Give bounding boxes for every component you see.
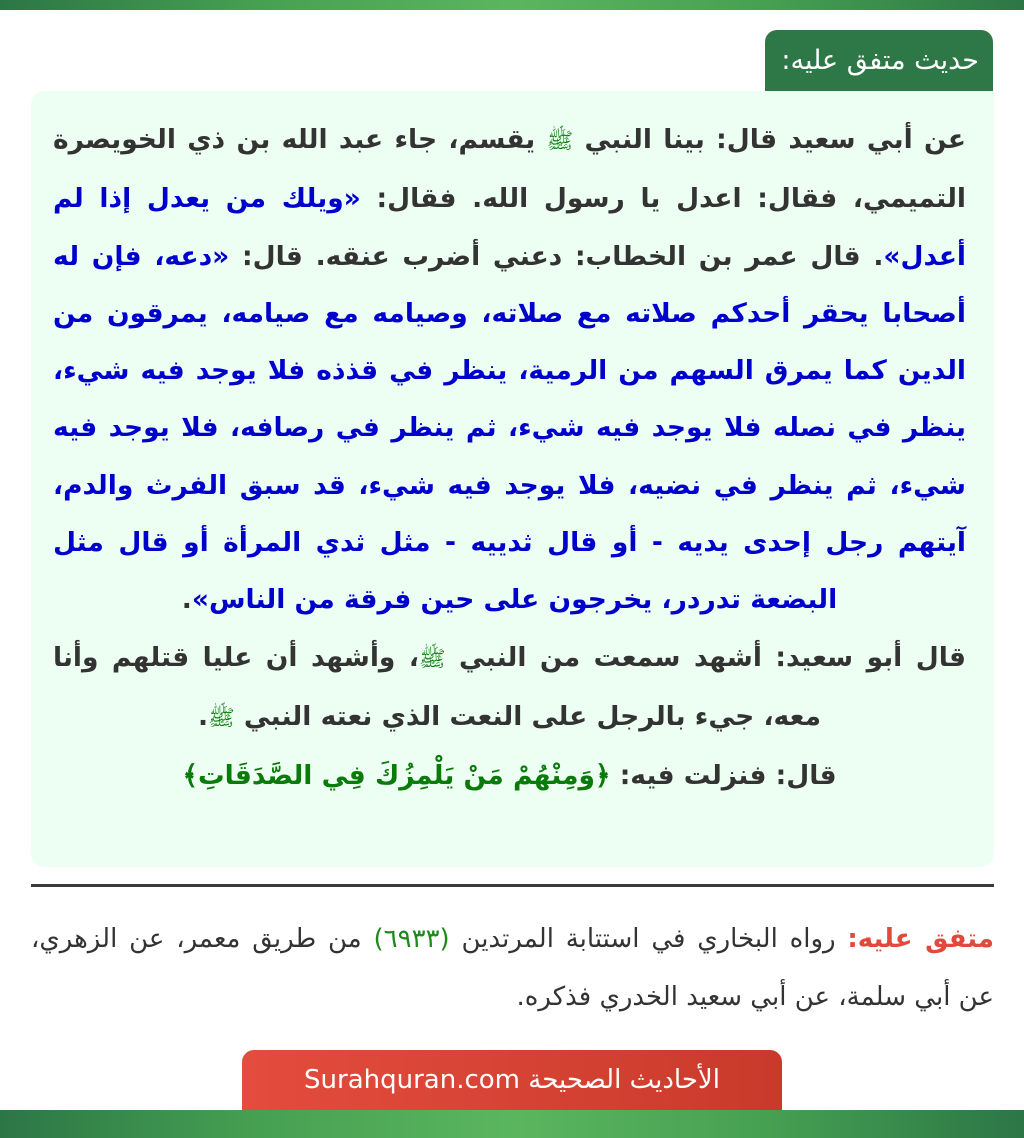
hadith-title-tab: حديث متفق عليه: xyxy=(765,30,993,91)
salutation-icon: ﷺ xyxy=(546,129,574,154)
quran-verse: ﴿وَمِنْهُمْ مَنْ يَلْمِزُكَ فِي الصَّدَقَاتِ﴾ xyxy=(182,760,611,792)
takhrij-text: رواه البخاري في استتابة المرتدين xyxy=(449,924,848,954)
narration-text: ، وأشهد أن عليا قتلهم وأنا معه، جيء بالرجل على النعت الذي نعته النبي xyxy=(53,641,821,732)
bottom-decorative-bar xyxy=(0,1110,1024,1138)
narration-text: قال: فنزلت فيه: xyxy=(610,760,837,792)
narration-text: يقسم، جاء عبد الله بن ذي الخويصرة التميمي، فقال: اعدل يا رسول الله. فقال: xyxy=(53,124,966,215)
hadith-body xyxy=(53,111,966,805)
prophet-quote: «ويلك من يعدل إذا لم أعدل» xyxy=(53,183,967,272)
hadith-paragraph-testimony xyxy=(53,629,966,748)
takhrij-label: متفق عليه: xyxy=(847,924,994,954)
narration-text: . قال عمر بن الخطاب: دعني أضرب عنقه. قال: xyxy=(229,240,884,272)
narration-text: قال أبو سعيد: أشهد سمعت من النبي xyxy=(445,641,966,673)
takhrij-text: من طريق معمر، عن الزهري، عن أبي سلمة، عن أبي سعيد الخدري فذكره. xyxy=(31,924,994,1012)
salutation-icon: ﷺ xyxy=(208,705,235,731)
narration-text: . xyxy=(197,700,209,732)
hadith-text-box xyxy=(31,91,994,867)
hadith-paragraph-revelation xyxy=(53,747,966,804)
salutation-icon: ﷺ xyxy=(418,646,446,672)
brand-badge: الأحاديث الصحيحة Surahquran.com xyxy=(242,1050,782,1110)
prophet-quote: «دعه، فإن له أصحابا يحقر أحدكم صلاته مع صلاته، وصيامه مع صيامه، يمرقون من الدين كما يمرق السهم من الرمية، ينظر في قذذه فلا يوجد فيه شيء، ينظر في نصله فلا يوجد فيه شيء، ثم ينظر في رصافه، فلا يوجد فيه شيء، ثم ينظر في نضيه، فلا يوجد فيه شيء، قد سبق الفرث والدم، آيتهم رجل إحدى يديه - أو قال ثدييه - مثل ثدي المرأة أو قال مثل البضعة تدردر، يخرجون على حين فرقة من الناس» xyxy=(53,240,966,616)
takhrij-note xyxy=(31,910,994,1026)
narration-text: . xyxy=(181,584,192,616)
section-divider xyxy=(31,884,994,887)
hadith-number: (٦٩٣٣) xyxy=(373,924,450,954)
top-decorative-bar xyxy=(0,0,1024,10)
narration-text: عن أبي سعيد قال: بينا النبي xyxy=(573,124,966,155)
hadith-paragraph-main xyxy=(53,111,966,629)
